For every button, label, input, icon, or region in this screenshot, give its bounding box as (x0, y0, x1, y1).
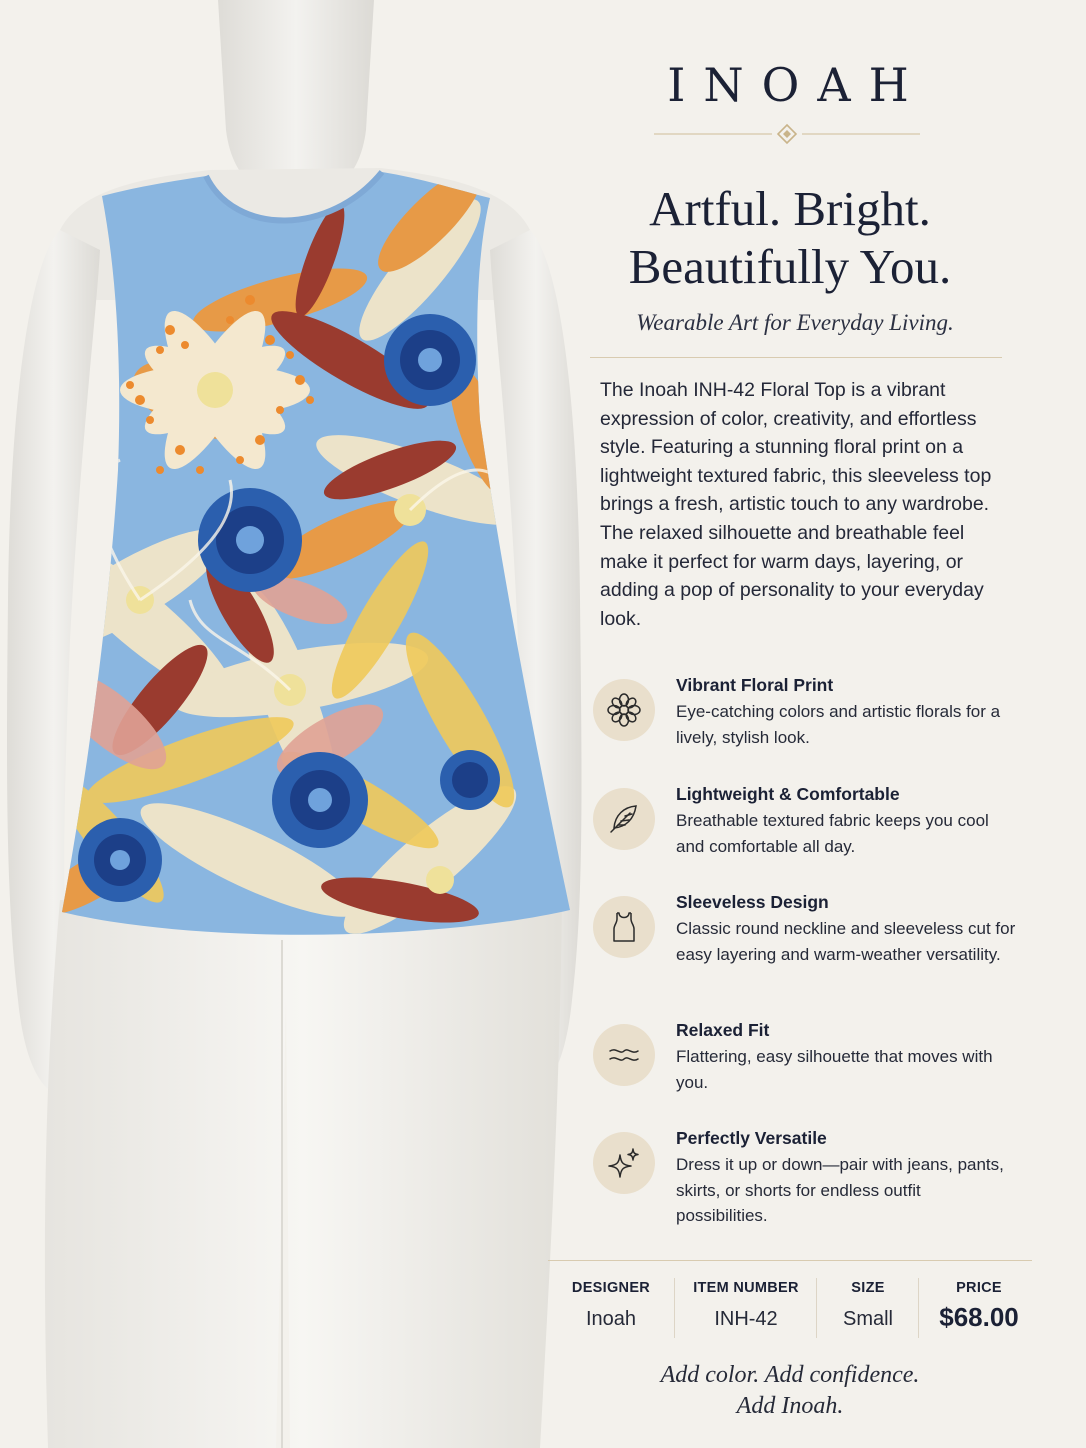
feature-relaxed-fit (593, 1020, 1033, 1134)
feature-title: Relaxed Fit (676, 1020, 770, 1040)
closing-line-1: Add color. Add confidence. (660, 1362, 920, 1388)
logo-divider (654, 122, 920, 146)
spec-label: ITEM NUMBER (693, 1280, 799, 1296)
product-description: The Inoah INH-42 Floral Top is a vibrant expression of color, creativity, and effortless style. Featuring a stunning floral print on a lightweight textured fabric, this sleeveless top brings a fresh, artistic touch to any wardrobe. The relaxed silhouette and breathable feel make it perfect for warm days, layering, or adding a pop of personality to your everyday look. (600, 379, 992, 630)
divider (548, 1260, 1032, 1261)
feature-title: Perfectly Versatile (676, 1128, 827, 1148)
spec-item-number (674, 1278, 817, 1338)
feature-text: Breathable textured fabric keeps you cool and comfortable all day. (676, 811, 989, 856)
feature-sleeveless-design (593, 892, 1033, 1006)
spec-value: Inoah (585, 1308, 637, 1330)
feature-title: Lightweight & Comfortable (676, 784, 900, 804)
feature-title: Vibrant Floral Print (676, 675, 834, 695)
closing-tagline (560, 1360, 1020, 1422)
spec-designer (548, 1278, 674, 1338)
spec-label: PRICE (956, 1280, 1002, 1296)
spec-table (548, 1278, 1038, 1338)
feature-text: Dress it up or down—pair with jeans, pants, skirts, or shorts for endless outfit possibilities. (676, 1155, 1004, 1225)
headline (590, 180, 990, 296)
feature-text: Classic round neckline and sleeveless cut for easy layering and warm-weather versatility. (676, 919, 1016, 964)
headline-line-1: Artful. Bright. (649, 181, 931, 236)
spec-size (816, 1278, 919, 1338)
brand-logo: INOAH (667, 58, 927, 112)
headline-line-2: Beautifully You. (628, 239, 952, 294)
spec-value: Small (842, 1308, 893, 1330)
spec-label: DESIGNER (571, 1280, 651, 1296)
divider (590, 357, 1002, 358)
spec-value: INH-42 (714, 1308, 778, 1330)
feature-text: Flattering, easy silhouette that moves with you. (676, 1047, 993, 1092)
feature-perfectly-versatile (593, 1128, 1033, 1242)
spec-label: SIZE (851, 1280, 885, 1296)
feature-title: Sleeveless Design (676, 892, 829, 912)
tagline: Wearable Art for Everyday Living. (636, 310, 954, 335)
closing-line-2: Add Inoah. (736, 1393, 844, 1419)
sparkle-icon (593, 1132, 655, 1194)
feather-icon (593, 788, 655, 850)
feature-text: Eye-catching colors and artistic florals for a lively, stylish look. (676, 702, 1001, 747)
feature-vibrant-floral-print (593, 675, 1033, 789)
feature-lightweight-comfortable (593, 784, 1033, 898)
flower-icon (593, 679, 655, 741)
tank-top-icon (593, 896, 655, 958)
wave-icon (593, 1024, 655, 1086)
spec-price (918, 1278, 1039, 1338)
price-value: $68.00 (939, 1302, 1019, 1332)
